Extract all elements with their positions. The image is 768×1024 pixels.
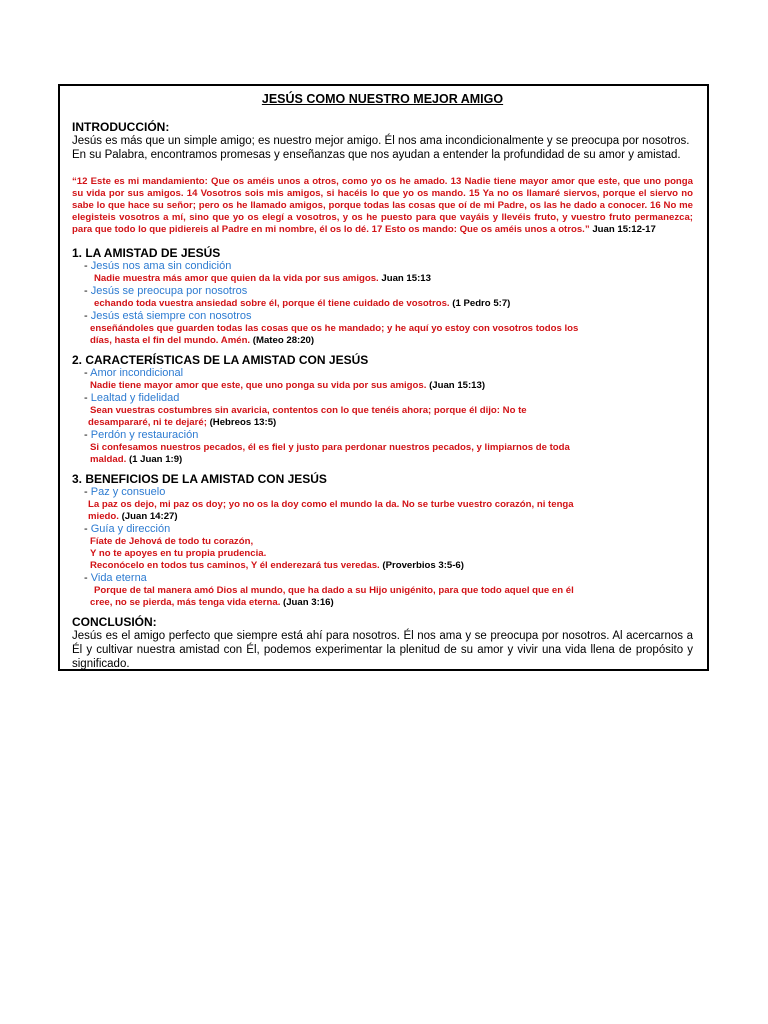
conclusion	[72, 615, 693, 671]
quote	[88, 405, 693, 429]
sub-item: - Jesús está siempre con nosotros	[84, 310, 252, 322]
quote-ref: Juan 15:13	[381, 273, 431, 284]
quote-line: Nadie tiene mayor amor que este, que uno ponga su vida por sus amigos.	[90, 380, 427, 391]
intro-verse	[72, 176, 693, 236]
quote-line: Porque de tal manera amó Dios al mundo, que ha dado a su Hijo unigénito, para que todo aquel que en él	[94, 585, 574, 596]
document-title: JESÚS COMO NUESTRO MEJOR AMIGO	[261, 92, 504, 106]
sub-item-label: Jesús nos ama sin condición	[90, 260, 232, 272]
sub-item: - Jesús nos ama sin condición	[84, 260, 232, 272]
quote-line: miedo.	[88, 511, 119, 522]
sub-item: - Jesús se preocupa por nosotros	[84, 285, 248, 297]
section-heading: 3. BENEFICIOS DE LA AMISTAD CON JESÚS	[72, 472, 327, 486]
quote-line: Reconócelo en todos tus caminos, Y él enderezará tus veredas.	[90, 560, 380, 571]
sub-item: - Perdón y restauración	[84, 429, 199, 441]
sub-item-label: Guía y dirección	[90, 523, 171, 535]
sub-item: - Lealtad y fidelidad	[84, 392, 180, 404]
quote-ref: (1 Pedro 5:7)	[452, 298, 511, 309]
sub-item-label: Lealtad y fidelidad	[90, 392, 180, 404]
quote-line: Sean vuestras costumbres sin avaricia, contentos con lo que tenéis ahora; porque él dijo: No te	[90, 405, 527, 416]
quote	[90, 380, 693, 392]
quote-line: días, hasta el fin del mundo. Amén.	[90, 335, 251, 346]
quote-line: La paz os dejo, mi paz os doy; yo no os la doy como el mundo la da. No se turbe vuestro corazón, ni tenga	[88, 499, 574, 510]
intro-verse-ref: Juan 15:12-17	[592, 224, 656, 235]
section-beneficios	[72, 472, 693, 609]
quote-line: maldad.	[90, 454, 127, 465]
quote-line: Y no te apoyes en tu propia prudencia.	[90, 548, 267, 559]
sub-item: - Amor incondicional	[84, 367, 184, 379]
quote-ref: (Juan 3:16)	[283, 597, 334, 608]
sub-item-label: Perdón y restauración	[90, 429, 199, 441]
quote	[90, 323, 693, 347]
quote-line: enseñándoles que guarden todas las cosas que os he mandado; y he aquí yo estoy con vosotros todos los	[90, 323, 579, 334]
intro-heading: INTRODUCCIÓN:	[72, 120, 170, 134]
section-amistad	[72, 246, 693, 347]
quote-line: Fíate de Jehová de todo tu corazón,	[90, 536, 254, 547]
quote	[90, 536, 693, 572]
section-heading: 2. CARACTERÍSTICAS DE LA AMISTAD CON JESÚS	[72, 353, 369, 367]
section-heading: 1. LA AMISTAD DE JESÚS	[72, 246, 221, 260]
sub-item: - Vida eterna	[84, 572, 147, 584]
sub-item-label: Paz y consuelo	[90, 486, 166, 498]
quote-line: cree, no se pierda, más tenga vida eterna.	[90, 597, 281, 608]
quote	[90, 585, 693, 609]
quote-ref: (Proverbios 3:5-6)	[382, 560, 464, 571]
quote-ref: (Juan 15:13)	[429, 380, 486, 391]
sub-item: - Paz y consuelo	[84, 486, 166, 498]
intro-line: Jesús es más que un simple amigo; es nuestro mejor amigo. Él nos ama incondicionalmente y se preocupa por nosotros.	[72, 135, 690, 147]
quote-line: desampararé, ni te dejaré;	[88, 417, 207, 428]
quote	[90, 442, 693, 466]
quote	[94, 298, 693, 310]
quote	[88, 499, 693, 523]
sub-item-label: Amor incondicional	[90, 367, 184, 379]
conclusion-text: Jesús es el amigo perfecto que siempre está ahí para nosotros. Él nos ama y se preocupa por nosotros. Al acercarnos a Él y cultivar nuestra amistad con Él, podemos experimentar la plenitud de su amor y vivir una vida llena de propósito y significado.	[72, 630, 693, 670]
document-frame	[58, 84, 709, 671]
sub-item: - Guía y dirección	[84, 523, 171, 535]
sub-item-label: Vida eterna	[90, 572, 147, 584]
intro-verse-text: “12 Este es mi mandamiento: Que os améis unos a otros, como yo os he amado. 13 Nadie tiene mayor amor que este, que uno ponga su vida por sus amigos. 14 Vosotros sois mis amigos, si hacéis lo que yo os mando. 15 Ya no os llamaré siervos, porque el siervo no sabe lo que hace su señor; pero os he llamado amigos, porque todas las cosas que oí de mi Padre, os las he dado a conocer. 16 No me elegisteis vosotros a mí, sino que yo os elegí a vosotros, y os he puesto para que vayáis y llevéis fruto, y vuestro fruto permanezca; para que todo lo que pidiereis al Padre en mi nombre, él os lo dé. 17 Esto os mando: Que os améis unos a otros.”	[72, 176, 693, 235]
conclusion-heading: CONCLUSIÓN:	[72, 615, 157, 629]
quote-ref: (Juan 14:27)	[121, 511, 178, 522]
quote-ref: (1 Juan 1:9)	[128, 454, 183, 465]
intro-line: En su Palabra, encontramos promesas y enseñanzas que nos ayudan a entender la profundidad de su amor y amistad.	[72, 149, 681, 161]
quote-line: Si confesamos nuestros pecados, él es fiel y justo para perdonar nuestros pecados, y limpiarnos de toda	[90, 442, 570, 453]
quote-ref: (Hebreos 13:5)	[209, 417, 277, 428]
quote-ref: (Mateo 28:20)	[252, 335, 315, 346]
section-caracteristicas	[72, 353, 693, 466]
quote-line: Nadie muestra más amor que quien da la vida por sus amigos.	[94, 273, 379, 284]
sub-item-label: Jesús se preocupa por nosotros	[90, 285, 248, 297]
sub-item-label: Jesús está siempre con nosotros	[90, 310, 252, 322]
quote	[94, 273, 693, 285]
quote-line: echando toda vuestra ansiedad sobre él, porque él tiene cuidado de vosotros.	[94, 298, 450, 309]
